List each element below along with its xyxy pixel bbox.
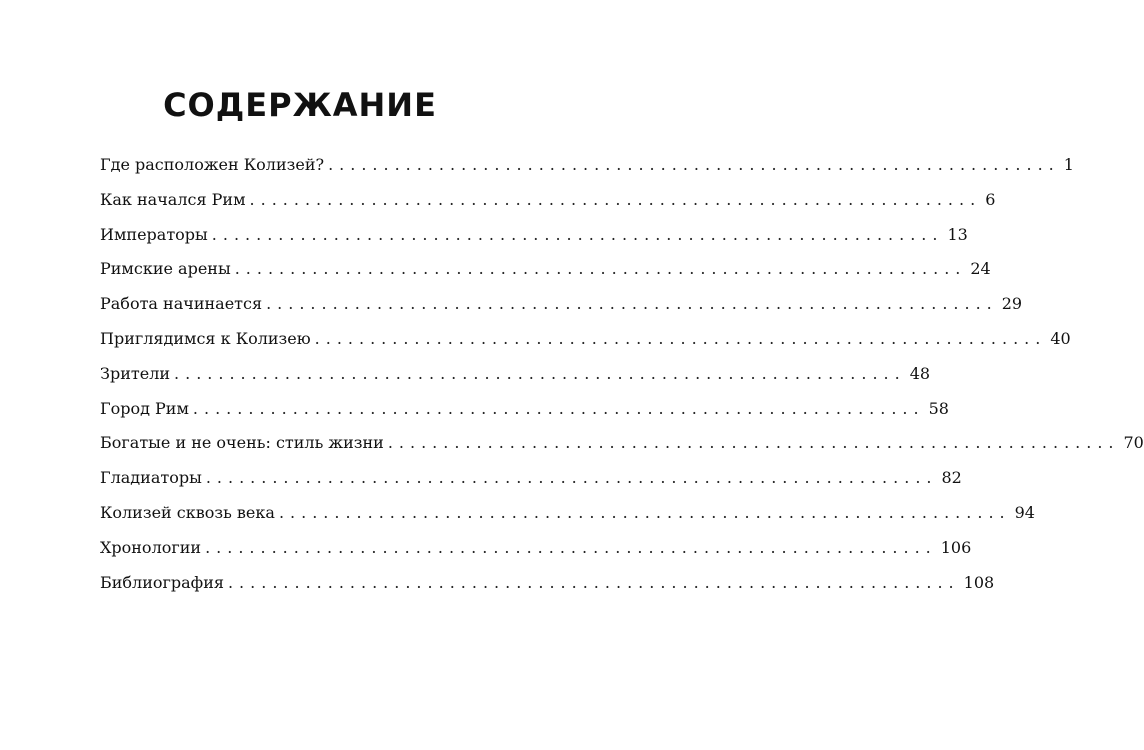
- toc-entry: [100, 468, 962, 503]
- toc-entry-label: Где расположен Колизей?: [100, 155, 325, 174]
- dot-leader: ..................................................................: [174, 363, 906, 383]
- toc-entry: [100, 155, 1074, 190]
- toc-entry-page: 13: [947, 224, 968, 244]
- toc-entry-label: Римские арены: [100, 259, 231, 279]
- dot-leader: ..................................................................: [234, 259, 967, 279]
- toc-entry-label: Гладиаторы: [100, 468, 202, 488]
- toc-entry-page: 6: [985, 189, 996, 209]
- toc-entry-page: 108: [963, 572, 995, 592]
- toc-entry: [100, 502, 1035, 538]
- toc-entry-label: Библиография: [100, 572, 224, 592]
- toc-entry: [100, 433, 1144, 468]
- toc-entry-page: 82: [941, 468, 962, 488]
- toc-entry-label: Императоры: [100, 224, 208, 244]
- toc-entry: [100, 328, 1071, 364]
- toc-entry-page: 94: [1014, 502, 1035, 522]
- toc-entry-page: 29: [1001, 294, 1023, 314]
- toc-entry-label: Как начался Рим: [100, 189, 246, 209]
- toc-entry-label: Приглядимся к Колизею: [100, 328, 311, 348]
- dot-leader: ..................................................................: [387, 433, 1120, 453]
- toc-entry-label: Работа начинается: [100, 294, 263, 314]
- toc-entry-label: Колизей сквозь века: [100, 502, 275, 522]
- toc-entry: [100, 398, 949, 434]
- toc-entry-label: Город Рим: [100, 398, 189, 418]
- toc-entry-label: Богатые и не очень: стиль жизни: [100, 433, 384, 453]
- dot-leader: ..................................................................: [205, 537, 937, 557]
- toc-entry-page: 1: [1063, 155, 1074, 174]
- dot-leader: ..................................................................: [227, 572, 960, 592]
- toc-entry-label: Хронологии: [100, 537, 202, 557]
- toc-entry-label: Зрители: [100, 363, 171, 383]
- dot-leader: ..................................................................: [278, 502, 1011, 522]
- table-of-contents: [100, 155, 1144, 607]
- toc-entry-page: 24: [970, 259, 991, 279]
- dot-leader: ..................................................................: [314, 328, 1047, 348]
- toc-entry-page: 40: [1050, 328, 1071, 348]
- toc-entry: [100, 572, 995, 608]
- toc-entry: [100, 189, 996, 225]
- dot-leader: ..................................................................: [249, 189, 982, 209]
- toc-entry: [100, 537, 972, 573]
- toc-entry-page: 58: [928, 398, 949, 418]
- toc-entry: [100, 224, 968, 260]
- toc-entry: [100, 259, 991, 294]
- toc-entry: [100, 363, 931, 399]
- dot-leader: ..................................................................: [192, 398, 925, 418]
- dot-leader: ..................................................................: [205, 468, 938, 488]
- dot-leader: ..................................................................: [266, 294, 998, 314]
- toc-entry-page: 70: [1123, 433, 1144, 453]
- toc-entry-page: 48: [909, 363, 931, 383]
- dot-leader: ..................................................................: [211, 224, 944, 244]
- page-title: СОДЕРЖАНИЕ: [163, 86, 437, 124]
- toc-entry-page: 106: [940, 537, 972, 557]
- toc-entry: [100, 294, 1023, 329]
- dot-leader: ..................................................................: [328, 155, 1060, 174]
